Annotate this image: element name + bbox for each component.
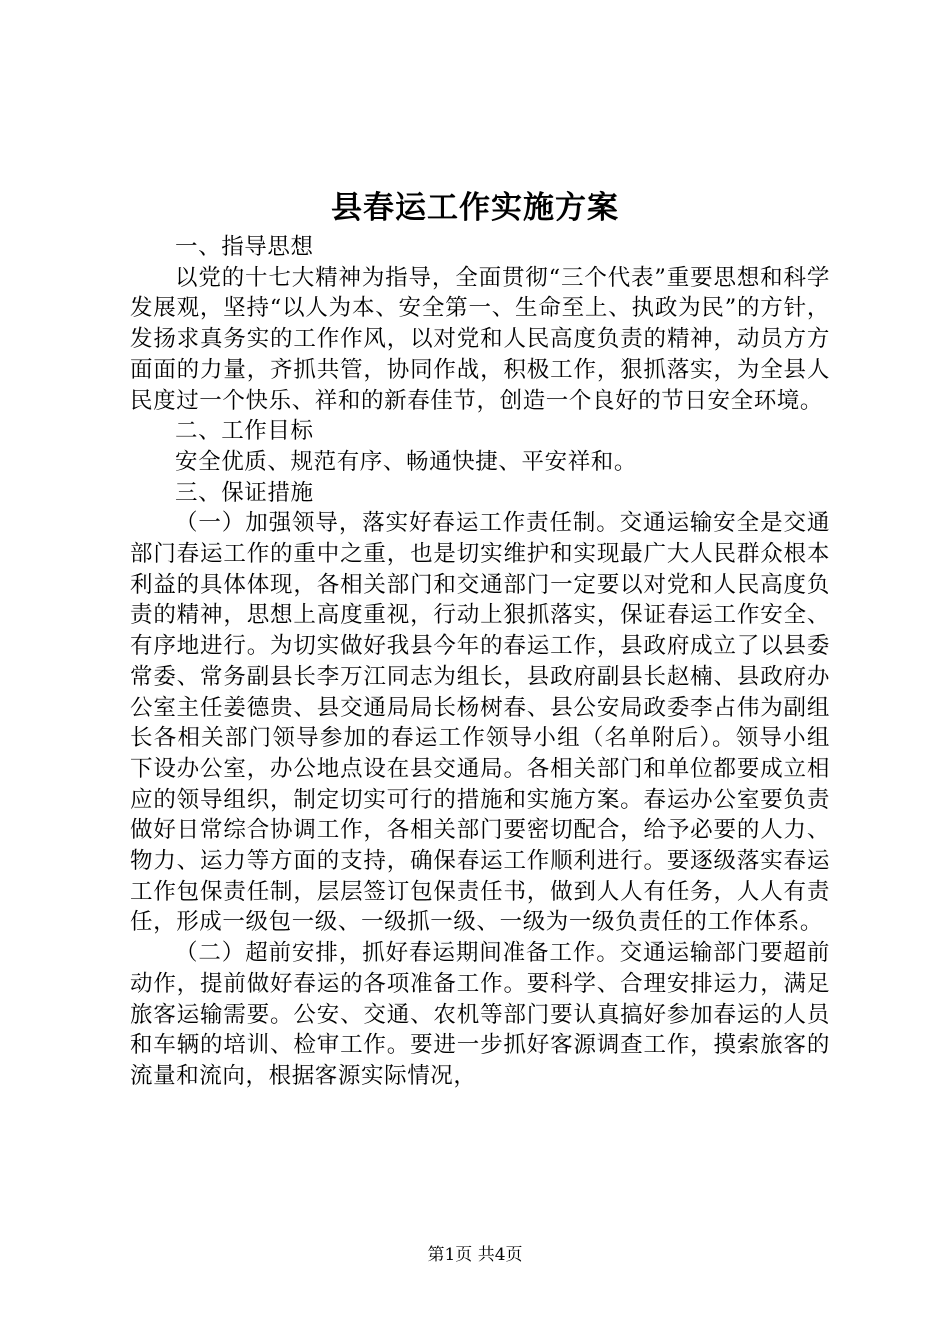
section-heading-work-goals: 二、工作目标: [175, 418, 314, 445]
document-title: 县春运工作实施方案: [331, 190, 619, 226]
document-body: [130, 232, 830, 1092]
section-heading-guiding-ideology: 一、指导思想: [175, 234, 314, 260]
paragraph-measure-one: （一）加强领导，落实好春运工作责任制。交通运输安全是交通部门春运工作的重中之重，也是切实维护和实现最广大人民群众根本利益的具体体现，各相关部门和交通部门一定要以对党和人民高度负责的精神，思想上高度重视，行动上狠抓落实，保证春运工作安全、有序地进行。为切实做好我县今年的春运工作，县政府成立了以县委常委、常务副县长李万江同志为组长，县政府副县长赵楠、县政府办公室主任姜德贵、县交通局局长杨树春、县公安局政委李占伟为副组长各相关部门领导参加的春运工作领导小组（名单附后）。领导小组下设办公室，办公地点设在县交通局。各相关部门和单位都要成立相应的领导组织，制定切实可行的措施和实施方案。春运办公室要负责做好日常综合协调工作，各相关部门要密切配合，给予必要的人力、物力、运力等方面的支持，确保春运工作顺利进行。要逐级落实春运工作包保责任制，层层签订包保责任书，做到人人有任务，人人有责任，形成一级包一级、一级抓一级、一级为一级负责任的工作体系。: [130, 510, 830, 936]
paragraph-measure-two: （二）超前安排，抓好春运期间准备工作。交通运输部门要超前动作，提前做好春运的各项准备工作。要科学、合理安排运力，满足旅客运输需要。公安、交通、农机等部门要认真搞好参加春运的人员和车辆的培训、检审工作。要进一步抓好客源调查工作，摸索旅客的流量和流向，根据客源实际情况，: [130, 940, 830, 1089]
section-heading-guarantee-measures: 三、保证措施: [175, 479, 314, 506]
page-footer: 第1页 共4页: [427, 1245, 523, 1265]
paragraph-work-goals: 安全优质、规范有序、畅通快捷、平安祥和。: [175, 448, 638, 475]
paragraph-guiding-ideology: 以党的十七大精神为指导，全面贯彻“三个代表”重要思想和科学发展观，坚持“以人为本、安全第一、生命至上、执政为民”的方针，发扬求真务实的工作作风，以对党和人民高度负责的精神，动员方方面面的力量，齐抓共管，协同作战，积极工作，狠抓落实，为全县人民度过一个快乐、祥和的新春佳节，创造一个良好的节日安全环境。: [130, 264, 830, 414]
